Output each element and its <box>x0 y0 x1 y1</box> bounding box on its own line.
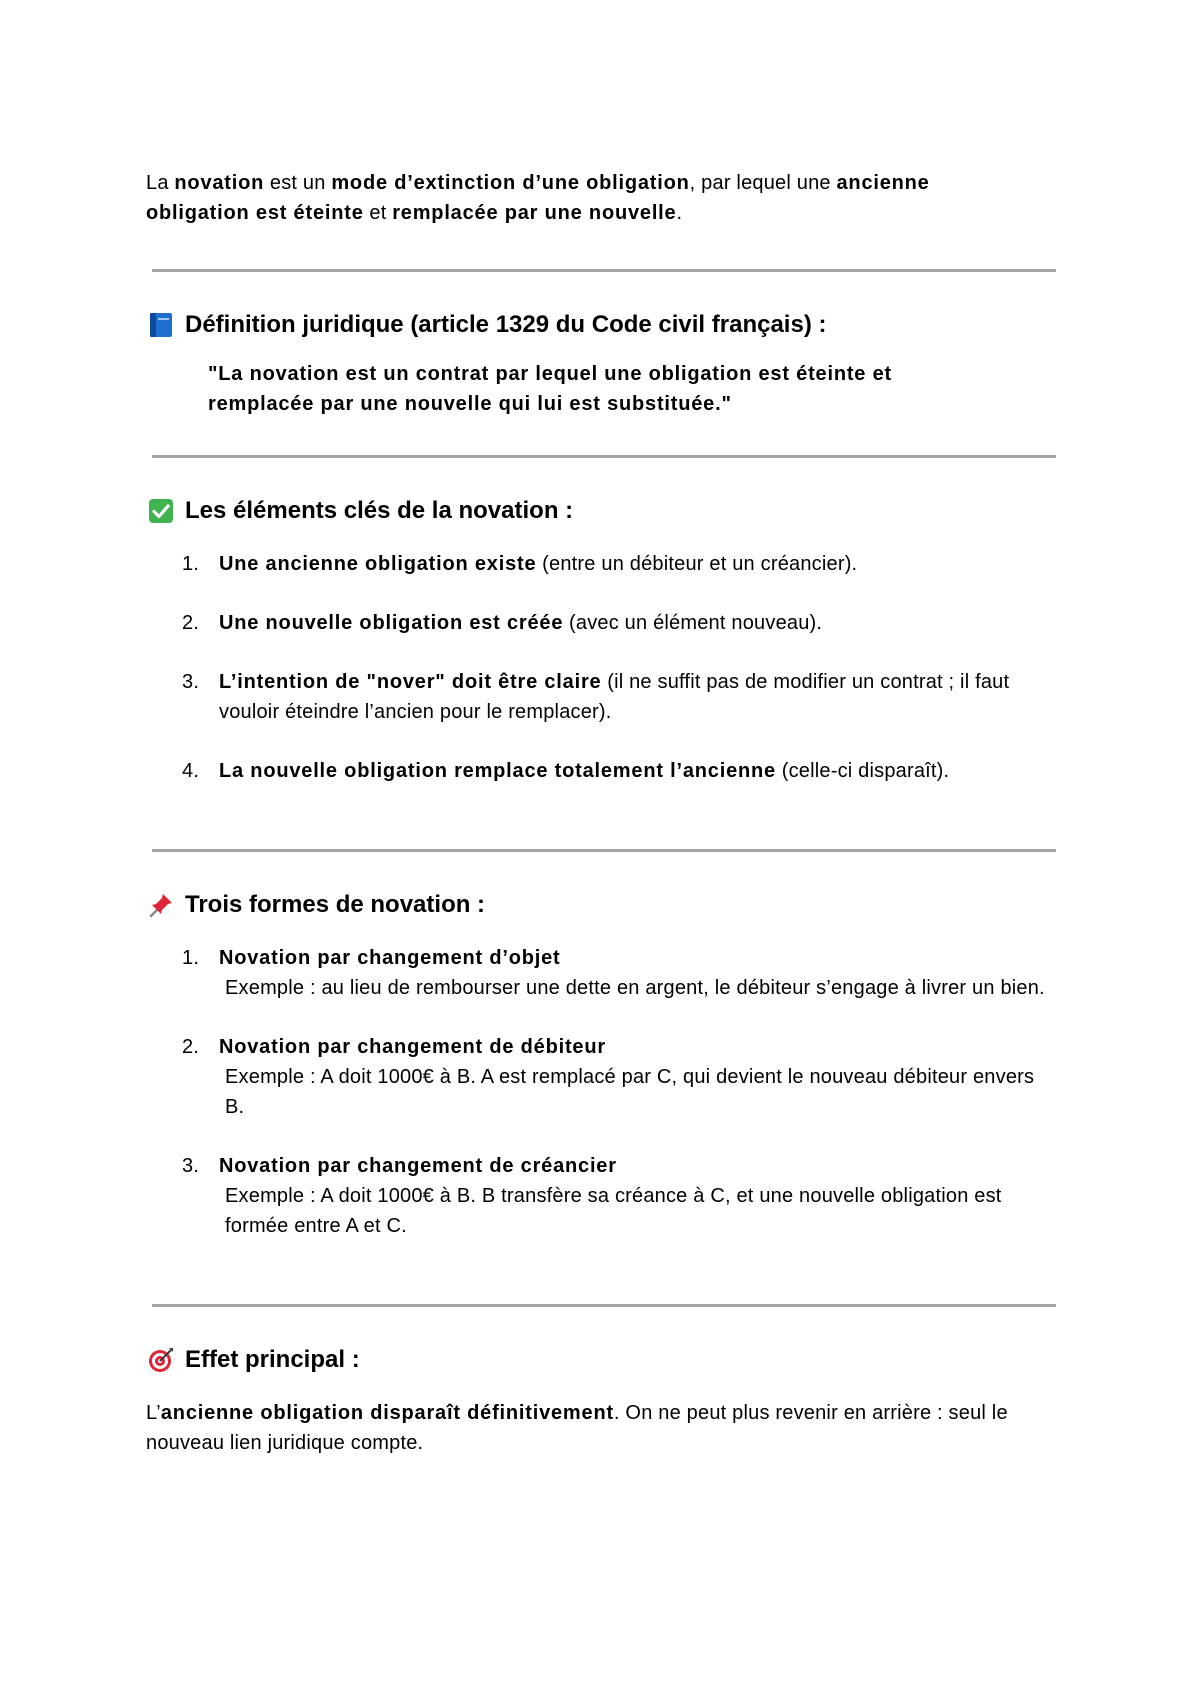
list-item <box>146 1032 1056 1122</box>
intro-bold-term: novation <box>174 172 265 194</box>
list-item <box>146 943 1056 1003</box>
effect-bold-term: ancienne obligation disparaît définitivement <box>160 1402 614 1424</box>
list-item <box>146 549 1056 579</box>
intro-text: . <box>676 202 683 224</box>
list-item-text: (avec un élément nouveau). <box>563 612 823 634</box>
list-item-text: (il ne suffit pas de modifier un contrat ; il faut vouloir éteindre l’ancien pour le remplacer). <box>219 671 1010 723</box>
list-item <box>146 667 1056 727</box>
pushpin-icon <box>146 890 176 920</box>
list-item <box>146 1151 1056 1241</box>
blue-book-icon <box>146 310 176 340</box>
heading-text: Les éléments clés de la novation : <box>185 497 574 524</box>
intro-bold-term: ancienne obligation est éteinte <box>146 172 930 224</box>
effect-heading <box>146 1344 1056 1376</box>
document-page <box>146 168 1056 1458</box>
list-item-example: Exemple : au lieu de rembourser une dette en argent, le débiteur s’engage à livrer un bien. <box>225 977 1045 999</box>
list-item-example: Exemple : A doit 1000€ à B. B transfère sa créance à C, et une nouvelle obligation est formée entre A et C. <box>225 1185 1002 1237</box>
intro-text: La <box>146 172 175 194</box>
definition-quote: "La novation est un contrat par lequel une obligation est éteinte et remplacée par une nouvelle qui lui est substituée." <box>208 363 892 415</box>
definition-heading <box>146 309 1056 341</box>
list-item-bold: Novation par changement de débiteur <box>219 1036 606 1058</box>
heading-text: Trois formes de novation : <box>185 891 486 918</box>
forms-heading <box>146 889 1056 921</box>
list-item <box>146 756 1056 786</box>
list-number: 2. <box>182 1036 200 1058</box>
target-icon <box>146 1345 176 1375</box>
list-number: 1. <box>182 553 200 575</box>
intro-text: et <box>363 202 393 224</box>
intro-text: , par lequel une <box>689 172 837 194</box>
list-number: 1. <box>182 947 200 969</box>
list-number: 3. <box>182 671 200 693</box>
effect-text: . On ne peut plus revenir en arrière : seul le nouveau lien juridique compte. <box>146 1402 1008 1454</box>
list-item-text: (entre un débiteur et un créancier). <box>536 553 858 575</box>
check-mark-icon <box>146 496 176 526</box>
elements-heading <box>146 495 1056 527</box>
list-item-bold: Une ancienne obligation existe <box>219 553 537 575</box>
list-item-bold: La nouvelle obligation remplace totalement l’ancienne <box>219 760 776 782</box>
intro-bold-term: remplacée par une nouvelle <box>392 202 677 224</box>
section-divider <box>152 1304 1056 1307</box>
effect-paragraph <box>146 1398 1056 1458</box>
list-item-bold: Novation par changement d’objet <box>219 947 561 969</box>
list-number: 4. <box>182 760 200 782</box>
list-item-example: Exemple : A doit 1000€ à B. A est remplacé par C, qui devient le nouveau débiteur envers B. <box>225 1066 1035 1118</box>
list-number: 3. <box>182 1155 200 1177</box>
intro-bold-term: mode d’extinction d’une obligation <box>331 172 690 194</box>
list-item <box>146 608 1056 638</box>
effect-text: L’ <box>146 1402 161 1424</box>
intro-text: est un <box>264 172 332 194</box>
list-item-text: (celle-ci disparaît). <box>775 760 950 782</box>
key-elements-list <box>146 549 1056 786</box>
section-divider <box>152 849 1056 852</box>
heading-text: Effet principal : <box>185 1346 360 1373</box>
list-item-bold: Novation par changement de créancier <box>219 1155 617 1177</box>
list-item-bold: Une nouvelle obligation est créée <box>219 612 564 634</box>
list-item-bold: L’intention de "nover" doit être claire <box>219 671 602 693</box>
intro-paragraph <box>146 168 976 228</box>
list-number: 2. <box>182 612 200 634</box>
novation-forms-list <box>146 943 1056 1241</box>
section-divider <box>152 269 1056 272</box>
heading-text: Définition juridique (article 1329 du Code civil français) : <box>185 311 827 338</box>
section-divider <box>152 455 1056 458</box>
